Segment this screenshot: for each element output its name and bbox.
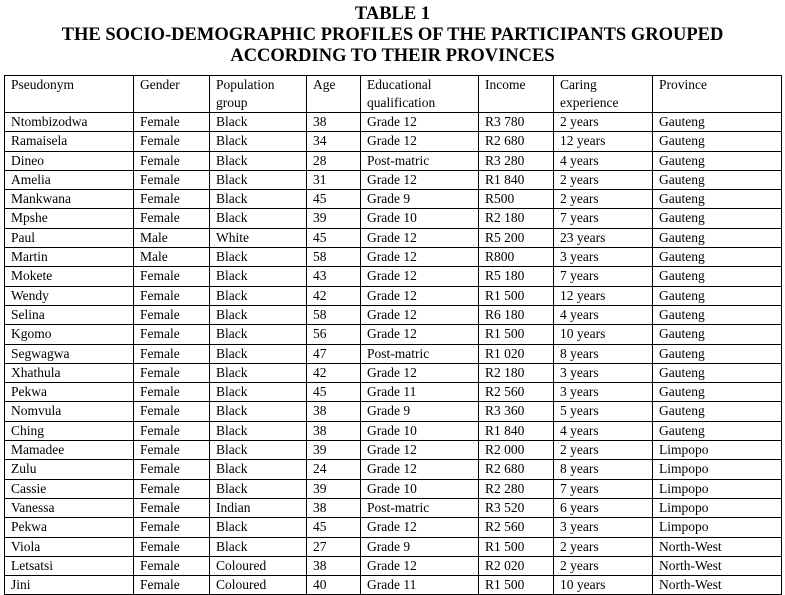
cell-gender: Female [134,305,210,324]
cell-province: North-West [653,537,782,556]
cell-population-group: Black [210,460,307,479]
table-row [5,132,782,151]
cell-province: Limpopo [653,460,782,479]
cell-educational-qualification: Grade 10 [361,479,479,498]
cell-caring-experience: 2 years [554,537,653,556]
cell-province: North-West [653,556,782,575]
cell-population-group: Black [210,248,307,267]
cell-income: R3 360 [479,402,554,421]
cell-pseudonym: Paul [5,228,134,247]
cell-gender: Female [134,325,210,344]
cell-population-group: Black [210,170,307,189]
cell-income: R3 520 [479,498,554,517]
cell-pseudonym: Cassie [5,479,134,498]
cell-income: R2 680 [479,132,554,151]
cell-caring-experience: 3 years [554,363,653,382]
cell-gender: Female [134,286,210,305]
cell-educational-qualification: Grade 12 [361,170,479,189]
table-row [5,556,782,575]
cell-educational-qualification: Grade 12 [361,441,479,460]
cell-province: Gauteng [653,325,782,344]
cell-income: R6 180 [479,305,554,324]
cell-province: Limpopo [653,479,782,498]
cell-population-group: Black [210,441,307,460]
cell-pseudonym: Ntombizodwa [5,113,134,132]
cell-pseudonym: Wendy [5,286,134,305]
table-row [5,498,782,517]
table-title-line-2: ACCORDING TO THEIR PROVINCES [230,46,555,66]
cell-age: 39 [307,479,361,498]
cell-gender: Female [134,537,210,556]
cell-caring-experience: 4 years [554,151,653,170]
table-row [5,248,782,267]
cell-educational-qualification: Grade 12 [361,325,479,344]
cell-educational-qualification: Grade 12 [361,556,479,575]
cell-population-group: Black [210,325,307,344]
cell-population-group: Black [210,479,307,498]
cell-caring-experience: 3 years [554,518,653,537]
cell-age: 45 [307,190,361,209]
cell-educational-qualification: Post-matric [361,151,479,170]
table-row [5,537,782,556]
cell-pseudonym: Dineo [5,151,134,170]
cell-pseudonym: Kgomo [5,325,134,344]
cell-population-group: Black [210,286,307,305]
cell-income: R1 500 [479,537,554,556]
cell-educational-qualification: Grade 12 [361,363,479,382]
cell-income: R5 180 [479,267,554,286]
cell-gender: Female [134,383,210,402]
cell-educational-qualification: Grade 12 [361,228,479,247]
cell-population-group: Black [210,151,307,170]
cell-province: Gauteng [653,421,782,440]
table-row [5,113,782,132]
table-row [5,190,782,209]
table-row [5,228,782,247]
cell-income: R1 840 [479,170,554,189]
cell-gender: Female [134,190,210,209]
cell-income: R800 [479,248,554,267]
cell-gender: Female [134,421,210,440]
cell-educational-qualification: Post-matric [361,344,479,363]
cell-income: R2 560 [479,383,554,402]
cell-age: 58 [307,305,361,324]
table-row [5,363,782,382]
header-gender: Gender [134,76,210,113]
cell-gender: Female [134,441,210,460]
table-row [5,441,782,460]
cell-educational-qualification: Grade 11 [361,576,479,595]
cell-province: Gauteng [653,132,782,151]
cell-gender: Female [134,556,210,575]
cell-caring-experience: 10 years [554,576,653,595]
cell-province: Gauteng [653,209,782,228]
cell-province: Gauteng [653,305,782,324]
cell-caring-experience: 2 years [554,190,653,209]
cell-province: Gauteng [653,344,782,363]
cell-province: Limpopo [653,498,782,517]
cell-gender: Female [134,151,210,170]
table-number: TABLE 1 [354,4,431,24]
cell-gender: Female [134,267,210,286]
cell-population-group: Black [210,267,307,286]
cell-population-group: Black [210,209,307,228]
cell-population-group: Black [210,518,307,537]
table-row [5,151,782,170]
cell-gender: Female [134,113,210,132]
cell-age: 38 [307,421,361,440]
cell-gender: Female [134,209,210,228]
cell-pseudonym: Pekwa [5,383,134,402]
cell-population-group: White [210,228,307,247]
cell-income: R1 500 [479,286,554,305]
cell-pseudonym: Xhathula [5,363,134,382]
cell-caring-experience: 4 years [554,305,653,324]
cell-gender: Female [134,498,210,517]
cell-income: R2 020 [479,556,554,575]
cell-age: 24 [307,460,361,479]
table-row [5,479,782,498]
cell-age: 38 [307,498,361,517]
cell-educational-qualification: Grade 12 [361,518,479,537]
cell-population-group: Black [210,537,307,556]
cell-age: 42 [307,286,361,305]
cell-age: 56 [307,325,361,344]
cell-income: R2 680 [479,460,554,479]
cell-income: R2 560 [479,518,554,537]
cell-educational-qualification: Grade 9 [361,402,479,421]
cell-province: Gauteng [653,228,782,247]
cell-pseudonym: Letsatsi [5,556,134,575]
cell-pseudonym: Selina [5,305,134,324]
cell-province: North-West [653,576,782,595]
cell-population-group: Black [210,305,307,324]
table-row [5,383,782,402]
table-row [5,305,782,324]
cell-population-group: Black [210,383,307,402]
table-row [5,286,782,305]
cell-caring-experience: 2 years [554,556,653,575]
cell-province: Gauteng [653,248,782,267]
cell-educational-qualification: Grade 11 [361,383,479,402]
cell-caring-experience: 2 years [554,441,653,460]
cell-age: 45 [307,518,361,537]
cell-pseudonym: Nomvula [5,402,134,421]
cell-age: 27 [307,537,361,556]
cell-population-group: Black [210,402,307,421]
cell-gender: Female [134,479,210,498]
cell-caring-experience: 6 years [554,498,653,517]
cell-caring-experience: 4 years [554,421,653,440]
cell-province: Gauteng [653,170,782,189]
header-population-group: Population group [210,76,307,113]
table-row [5,170,782,189]
cell-pseudonym: Zulu [5,460,134,479]
header-caring-experience: Caring experience [554,76,653,113]
cell-population-group: Coloured [210,556,307,575]
cell-income: R1 020 [479,344,554,363]
header-educational-qualification: Educational qualification [361,76,479,113]
header-province: Province [653,76,782,113]
cell-pseudonym: Mpshe [5,209,134,228]
cell-province: Limpopo [653,441,782,460]
cell-income: R500 [479,190,554,209]
cell-province: Gauteng [653,190,782,209]
cell-caring-experience: 3 years [554,383,653,402]
cell-gender: Female [134,460,210,479]
cell-age: 38 [307,113,361,132]
cell-gender: Female [134,402,210,421]
table-body [5,113,782,595]
cell-educational-qualification: Grade 9 [361,190,479,209]
cell-educational-qualification: Grade 12 [361,460,479,479]
cell-pseudonym: Ching [5,421,134,440]
cell-pseudonym: Vanessa [5,498,134,517]
table-row [5,576,782,595]
table-row [5,325,782,344]
cell-caring-experience: 23 years [554,228,653,247]
cell-age: 40 [307,576,361,595]
cell-province: Gauteng [653,113,782,132]
cell-caring-experience: 7 years [554,267,653,286]
cell-age: 42 [307,363,361,382]
cell-gender: Female [134,576,210,595]
cell-educational-qualification: Grade 10 [361,209,479,228]
cell-province: Limpopo [653,518,782,537]
cell-income: R1 500 [479,325,554,344]
cell-educational-qualification: Grade 12 [361,248,479,267]
header-age: Age [307,76,361,113]
cell-age: 45 [307,383,361,402]
cell-pseudonym: Mamadee [5,441,134,460]
table-row [5,460,782,479]
cell-caring-experience: 7 years [554,479,653,498]
cell-population-group: Indian [210,498,307,517]
cell-population-group: Black [210,363,307,382]
table-row [5,267,782,286]
table-row [5,518,782,537]
table-title-line-1: THE SOCIO-DEMOGRAPHIC PROFILES OF THE PARTICIPANTS GROUPED [61,25,724,45]
cell-educational-qualification: Grade 12 [361,113,479,132]
cell-gender: Female [134,363,210,382]
cell-caring-experience: 12 years [554,286,653,305]
header-row [5,76,782,113]
cell-income: R3 780 [479,113,554,132]
cell-population-group: Coloured [210,576,307,595]
cell-age: 38 [307,556,361,575]
cell-age: 28 [307,151,361,170]
header-pseudonym: Pseudonym [5,76,134,113]
cell-age: 31 [307,170,361,189]
cell-caring-experience: 7 years [554,209,653,228]
cell-age: 58 [307,248,361,267]
cell-gender: Female [134,518,210,537]
table-row [5,421,782,440]
cell-income: R3 280 [479,151,554,170]
cell-pseudonym: Jini [5,576,134,595]
cell-pseudonym: Mankwana [5,190,134,209]
cell-gender: Female [134,132,210,151]
cell-income: R2 180 [479,363,554,382]
cell-age: 39 [307,209,361,228]
cell-caring-experience: 5 years [554,402,653,421]
cell-educational-qualification: Grade 9 [361,537,479,556]
cell-educational-qualification: Post-matric [361,498,479,517]
cell-population-group: Black [210,132,307,151]
cell-province: Gauteng [653,151,782,170]
cell-educational-qualification: Grade 12 [361,286,479,305]
cell-population-group: Black [210,190,307,209]
table-row [5,209,782,228]
cell-population-group: Black [210,344,307,363]
cell-income: R1 500 [479,576,554,595]
cell-province: Gauteng [653,383,782,402]
cell-caring-experience: 2 years [554,170,653,189]
cell-province: Gauteng [653,286,782,305]
header-income: Income [479,76,554,113]
cell-population-group: Black [210,421,307,440]
cell-income: R5 200 [479,228,554,247]
cell-income: R2 000 [479,441,554,460]
cell-gender: Male [134,228,210,247]
cell-age: 43 [307,267,361,286]
cell-age: 39 [307,441,361,460]
cell-caring-experience: 10 years [554,325,653,344]
cell-pseudonym: Ramaisela [5,132,134,151]
cell-population-group: Black [210,113,307,132]
cell-age: 45 [307,228,361,247]
cell-province: Gauteng [653,267,782,286]
cell-gender: Male [134,248,210,267]
cell-age: 38 [307,402,361,421]
cell-caring-experience: 8 years [554,344,653,363]
participants-table [4,75,782,595]
table-row [5,402,782,421]
cell-educational-qualification: Grade 12 [361,305,479,324]
cell-caring-experience: 2 years [554,113,653,132]
cell-educational-qualification: Grade 12 [361,267,479,286]
cell-age: 34 [307,132,361,151]
cell-caring-experience: 3 years [554,248,653,267]
cell-pseudonym: Amelia [5,170,134,189]
table-row [5,344,782,363]
cell-pseudonym: Martin [5,248,134,267]
cell-income: R2 180 [479,209,554,228]
cell-caring-experience: 12 years [554,132,653,151]
cell-province: Gauteng [653,363,782,382]
cell-pseudonym: Viola [5,537,134,556]
cell-income: R1 840 [479,421,554,440]
cell-educational-qualification: Grade 12 [361,132,479,151]
cell-gender: Female [134,170,210,189]
cell-province: Gauteng [653,402,782,421]
cell-educational-qualification: Grade 10 [361,421,479,440]
cell-age: 47 [307,344,361,363]
cell-pseudonym: Segwagwa [5,344,134,363]
cell-caring-experience: 8 years [554,460,653,479]
cell-income: R2 280 [479,479,554,498]
cell-gender: Female [134,344,210,363]
cell-pseudonym: Mokete [5,267,134,286]
cell-pseudonym: Pekwa [5,518,134,537]
